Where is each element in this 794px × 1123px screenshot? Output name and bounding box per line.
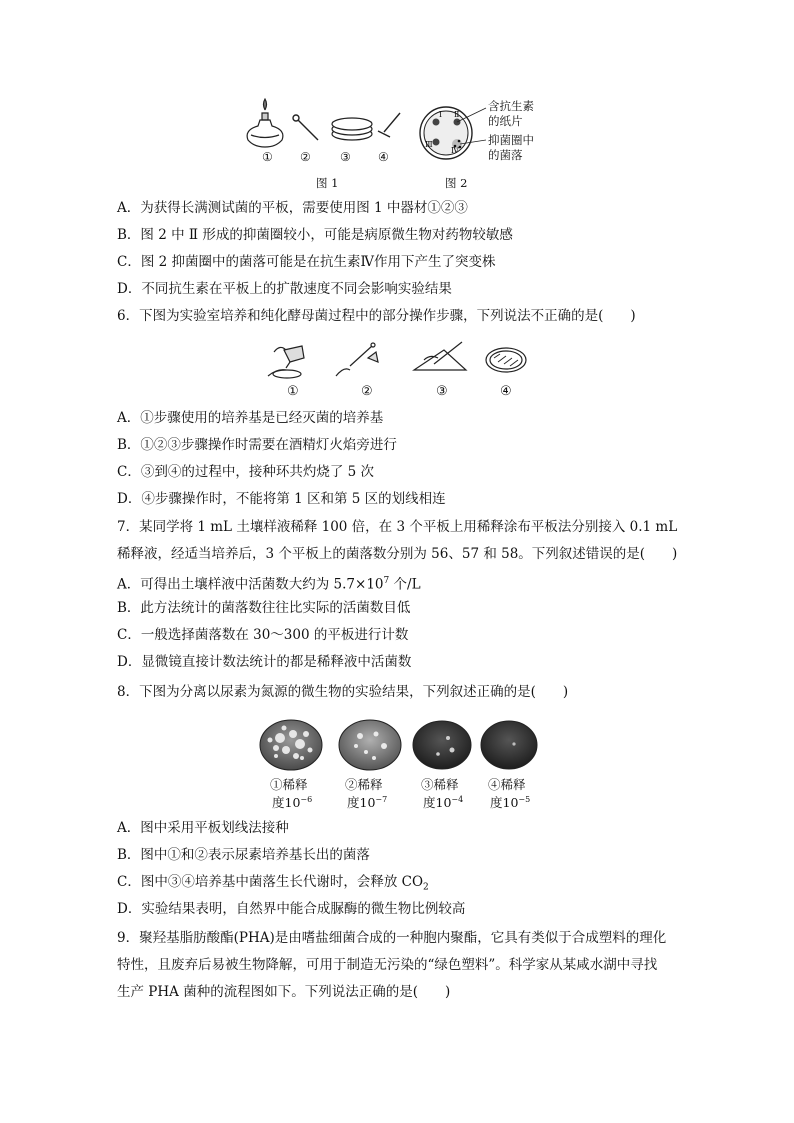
fig1-num-4: ④: [378, 150, 389, 164]
q7-option-a: [117, 572, 421, 594]
plate-1-label-1: ①稀释: [270, 777, 308, 792]
label-colony-2: 的菌落: [488, 148, 523, 162]
q7-stem-line-1: 7．某同学将 1 mL 土壤样液稀释 100 倍，在 3 个平板上用稀释涂布平板法分别接入 0.1 mL: [117, 519, 678, 535]
q6-option-d: D．④步骤操作时，不能将第 1 区和第 5 区的划线相连: [117, 491, 446, 507]
q7-option-c: C．一般选择菌落数在 30～300 的平板进行计数: [117, 627, 409, 643]
q6-option-b: B．①②③步骤操作时需要在酒精灯火焰旁进行: [117, 437, 397, 453]
plate-4-exponent: −5: [518, 794, 531, 804]
q9-stem-line-2: 特性，且废弃后易被生物降解，可用于制造无污染的“绿色塑料”。科学家从某咸水湖中寻找: [117, 957, 658, 973]
roman-4: Ⅳ: [451, 146, 459, 155]
q8-option-c-subscript: 2: [423, 882, 429, 893]
streaking-icon: [414, 342, 466, 370]
spreader-icon: [378, 113, 400, 137]
plate-3-dilution: 度10: [423, 795, 452, 810]
plate-2-exponent: −7: [375, 794, 388, 804]
plate-2-label-2: [347, 793, 387, 811]
flame-loop-icon: [336, 343, 378, 376]
q7-option-a-unit: 个/L: [389, 576, 421, 593]
q6-option-c: C．③到④的过程中，接种环共灼烧了 5 次: [117, 464, 375, 480]
q9-stem-line-3: 生产 PHA 菌种的流程图如下。下列说法正确的是( ): [117, 984, 451, 1000]
q8-stem: 8．下图为分离以尿素为氮源的微生物的实验结果，下列叙述正确的是( ): [117, 684, 569, 700]
fig1-num-2: ②: [300, 150, 311, 164]
plate-3-label-2: [423, 793, 463, 811]
roman-2: Ⅱ: [454, 110, 460, 119]
q7-option-a-exponent: 7: [383, 576, 390, 586]
plate-3: [413, 721, 471, 769]
q6-num-3: ③: [436, 384, 448, 399]
q7-option-d: D．显微镜直接计数法统计的都是稀释液中活菌数: [117, 654, 412, 670]
alcohol-lamp-icon: [247, 99, 283, 147]
petri-dish-icon: [332, 118, 372, 140]
q5-option-a: A．为获得长满测试菌的平板，需要使用图 1 中器材①②③: [117, 200, 468, 216]
q8-option-d: D．实验结果表明，自然界中能合成脲酶的微生物比例较高: [117, 901, 466, 917]
plate-1: [260, 720, 322, 770]
figure-yeast-steps: [0, 336, 794, 396]
plate-1-exponent: −6: [300, 794, 313, 804]
label-paper-1: 含抗生素: [488, 99, 534, 113]
q7-option-a-text: A．可得出土壤样液中活菌数大约为 5.7×10: [117, 576, 384, 593]
q8-option-b: B．图中①和②表示尿素培养基长出的菌落: [117, 847, 370, 863]
q8-option-a: A．图中采用平板划线法接种: [117, 820, 289, 836]
q9-stem-line-1: 9．聚羟基脂肪酸酯(PHA)是由嗜盐细菌合成的一种胞内聚酯，它具有类似于合成塑料的理化: [117, 930, 667, 946]
plate-1-dilution: 度10: [272, 795, 301, 810]
fig1-num-3: ③: [340, 150, 351, 164]
plate-3-exponent: −4: [451, 794, 464, 804]
q5-option-c: C．图 2 抑菌圈中的菌落可能是在抗生素Ⅳ作用下产生了突变株: [117, 254, 496, 270]
figure-1-equipment: [0, 0, 794, 200]
plate-2: [339, 720, 401, 770]
pouring-plate-icon: [268, 346, 304, 378]
plate-1-label-2: [272, 793, 312, 811]
q8-option-c-text: C．图中③④培养基中菌落生长代谢时，会释放 CO: [117, 874, 424, 890]
q6-option-a: A．①步骤使用的培养基是已经灭菌的培养基: [117, 410, 384, 426]
label-colony-1: 抑菌圈中: [488, 133, 534, 147]
label-paper-2: 的纸片: [488, 114, 523, 128]
streaked-plate-icon: [486, 348, 526, 372]
q8-option-c: [117, 873, 429, 897]
q5-option-d: D．不同抗生素在平板上的扩散速度不同会影响实验结果: [117, 281, 452, 297]
q6-num-4: ④: [500, 384, 512, 399]
plate-3-label-1: ③稀释: [421, 777, 459, 792]
plate-2-dilution: 度10: [347, 795, 376, 810]
q7-stem-line-2: 稀释液，经适当培养后，3 个平板上的菌落数分别为 56、57 和 58。下列叙述错误的是( ): [117, 546, 678, 562]
q7-option-b: B．此方法统计的菌落数往往比实际的活菌数目低: [117, 600, 411, 616]
plate-4-label-2: [490, 793, 530, 811]
figure-2-caption: 图 2: [445, 176, 468, 190]
plate-4-dilution: 度10: [490, 795, 519, 810]
figure-1-caption: 图 1: [316, 176, 339, 190]
plate-4: [481, 721, 537, 769]
fig1-num-1: ①: [262, 150, 273, 164]
q6-num-1: ①: [287, 384, 299, 399]
plate-4-label-1: ④稀释: [488, 777, 526, 792]
q5-option-b: B．图 2 中 Ⅱ 形成的抑菌圈较小，可能是病原微生物对药物较敏感: [117, 227, 513, 243]
roman-1: Ⅰ: [439, 110, 443, 119]
figure-culture-plates: [0, 710, 794, 780]
q6-stem: 6．下图为实验室培养和纯化酵母菌过程中的部分操作步骤，下列说法不正确的是( ): [117, 308, 636, 324]
q6-num-2: ②: [361, 384, 373, 399]
roman-3: Ⅲ: [425, 140, 433, 149]
plate-2-label-1: ②稀释: [345, 777, 383, 792]
inoculating-loop-icon: [293, 115, 318, 140]
